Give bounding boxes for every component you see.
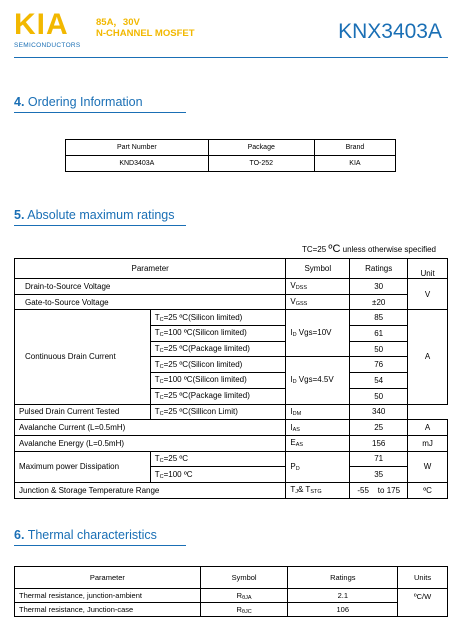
symbol-subscript: AS <box>292 426 300 433</box>
condition-subscript: C <box>159 348 164 355</box>
rating-cell: 85 <box>350 310 408 326</box>
condition-text: =100 ºC(Silicon limited) <box>163 328 247 338</box>
company-logo: KIA <box>14 8 69 41</box>
condition-text: =25 ºC(Silicon limited) <box>163 359 243 369</box>
company-logo-subtitle: SEMICONDUCTORS <box>14 42 81 49</box>
symbol-subscript: AS <box>295 442 304 449</box>
symbol-cell <box>286 310 350 357</box>
spec-type: N-CHANNEL MOSFET <box>96 28 195 39</box>
condition-unit: ºC <box>328 243 341 255</box>
table-row <box>15 589 448 603</box>
condition-cell <box>150 388 286 404</box>
rating-cell: ±20 <box>350 294 408 310</box>
param-pulsed-drain-current: Pulsed Drain Current Tested <box>15 404 151 420</box>
header-unit: Unit <box>408 259 448 279</box>
condition-text: =25 ºC(Sillicon Limit) <box>163 406 238 416</box>
symbol-text: & T <box>298 485 311 495</box>
param-avalanche-current: Avalanche Current (L=0.5mH) <box>15 420 286 436</box>
symbol-cell <box>286 420 350 436</box>
rating-cell: -55 to 175 <box>350 482 408 498</box>
table-header-cell: Brand <box>314 140 395 156</box>
symbol-cell <box>286 435 350 451</box>
symbol-cell <box>286 279 350 295</box>
table-row <box>66 156 396 172</box>
symbol-subscript: J <box>295 489 298 496</box>
condition-text: =25 ºC(Package limited) <box>163 344 250 354</box>
condition-cell <box>150 326 286 342</box>
symbol-subscript: STG <box>310 489 322 496</box>
rating-cell: 71 <box>350 451 408 467</box>
symbol-cell <box>286 451 350 482</box>
symbol-text: I <box>290 406 293 416</box>
symbol-subscript: θJA <box>242 594 252 601</box>
table-row <box>15 404 448 420</box>
table-header-row <box>15 567 448 589</box>
symbol-condition: Vgs=4.5V <box>296 375 334 385</box>
condition-cell <box>150 467 286 483</box>
spec-rating: 85A，30V <box>96 17 140 28</box>
symbol-subscript: GSS <box>295 301 308 308</box>
document-header <box>0 0 462 58</box>
rating-cell: 54 <box>350 373 408 389</box>
rating-cell: 35 <box>350 467 408 483</box>
condition-subscript: C <box>159 395 164 402</box>
unit-cell: ºC <box>408 482 448 498</box>
condition-subscript: C <box>159 316 164 323</box>
condition-symbol: T <box>154 328 160 338</box>
param-cell: Thermal resistance, junction-ambient <box>15 589 201 603</box>
condition-subscript: C <box>159 410 164 417</box>
param-gate-source-voltage: Gate-to-Source Voltage <box>15 294 286 310</box>
symbol-subscript: DM <box>292 410 302 417</box>
symbol-cell <box>286 357 350 404</box>
param-avalanche-energy: Avalanche Energy (L=0.5mH) <box>15 435 286 451</box>
condition-symbol: T <box>154 453 160 463</box>
param-cell: Thermal resistance, Junction-case <box>15 603 201 617</box>
rating-cell: 50 <box>350 341 408 357</box>
condition-subscript: C <box>159 473 164 480</box>
header-divider <box>14 57 448 58</box>
table-row <box>15 279 448 295</box>
condition-subscript: C <box>159 379 164 386</box>
table-header-row <box>15 259 448 279</box>
section-number: 6. <box>14 528 25 542</box>
param-drain-source-voltage: Drain-to-Source Voltage <box>15 279 286 295</box>
absolute-ratings-table <box>14 258 448 499</box>
condition-cell <box>150 357 286 373</box>
param-continuous-drain-current: Continuous Drain Current <box>15 310 151 404</box>
table-row <box>15 310 448 326</box>
symbol-text: I <box>290 328 293 338</box>
section-divider <box>14 112 186 113</box>
unit-cell: V <box>408 279 448 310</box>
condition-cell <box>150 404 286 420</box>
rating-cell: 340 <box>350 404 408 420</box>
symbol-cell <box>200 603 288 617</box>
test-condition-note <box>302 243 436 255</box>
rating-cell: 106 <box>288 603 398 617</box>
section-number: 5. <box>14 208 25 222</box>
header-ratings: Ratings <box>350 259 408 279</box>
table-header-cell: Parameter <box>15 567 201 589</box>
table-cell: KIA <box>314 156 395 172</box>
table-row <box>15 294 448 310</box>
condition-text: =100 ºC <box>163 469 193 479</box>
unit-cell: A <box>408 310 448 404</box>
symbol-text: I <box>290 422 293 432</box>
symbol-cell <box>286 294 350 310</box>
unit-cell: W <box>408 451 448 482</box>
condition-suffix: unless otherwise specified <box>340 245 436 254</box>
section-label: Absolute maximum ratings <box>27 208 175 222</box>
condition-subscript: C <box>159 457 164 464</box>
table-header-cell: Ratings <box>288 567 398 589</box>
table-row <box>15 603 448 617</box>
condition-symbol: T <box>154 406 160 416</box>
symbol-text: R <box>236 604 242 614</box>
symbol-text: T <box>290 485 296 495</box>
rating-cell: 2.1 <box>288 589 398 603</box>
symbol-text: V <box>290 297 296 307</box>
condition-symbol: T <box>154 391 160 401</box>
unit-cell: A <box>408 420 448 436</box>
table-cell: TO-252 <box>208 156 314 172</box>
symbol-cell <box>286 482 350 498</box>
table-cell: KND3403A <box>66 156 209 172</box>
rating-cell: 30 <box>350 279 408 295</box>
condition-subscript: C <box>159 363 164 370</box>
section-divider <box>14 225 186 226</box>
section-divider <box>14 545 186 546</box>
condition-symbol: T <box>154 359 160 369</box>
condition-symbol: T <box>154 312 160 322</box>
symbol-subscript: D <box>292 332 297 339</box>
unit-cell: ºC/W <box>398 589 448 617</box>
table-row <box>15 420 448 436</box>
table-header-cell: Part Number <box>66 140 209 156</box>
table-row <box>15 451 448 467</box>
condition-prefix: TC=25 <box>301 245 329 254</box>
table-row <box>15 435 448 451</box>
symbol-subscript: D <box>292 379 297 386</box>
rating-cell: 50 <box>350 388 408 404</box>
symbol-text: P <box>290 461 296 471</box>
condition-cell <box>150 341 286 357</box>
part-number-title: KNX3403A <box>338 20 442 43</box>
header-parameter: Parameter <box>15 259 286 279</box>
header-symbol: Symbol <box>286 259 350 279</box>
condition-symbol: T <box>154 469 160 479</box>
section-number: 4. <box>14 95 25 109</box>
rating-cell: 25 <box>350 420 408 436</box>
condition-cell <box>150 451 286 467</box>
condition-symbol: T <box>154 375 160 385</box>
condition-cell <box>150 373 286 389</box>
table-header-cell: Symbol <box>200 567 288 589</box>
symbol-subscript: DSS <box>295 285 308 292</box>
condition-text: =25 ºC <box>163 453 189 463</box>
symbol-text: I <box>290 375 293 385</box>
section-title-ordering <box>14 95 143 109</box>
rating-cell: 156 <box>350 435 408 451</box>
section-title-thermal <box>14 528 157 542</box>
table-header-cell: Package <box>208 140 314 156</box>
rating-cell: 61 <box>350 326 408 342</box>
thermal-table <box>14 566 448 617</box>
condition-cell <box>150 310 286 326</box>
symbol-condition: Vgs=10V <box>296 328 332 338</box>
table-row <box>15 482 448 498</box>
condition-text: =25 ºC(Silicon limited) <box>163 312 243 322</box>
section-label: Thermal characteristics <box>27 528 157 542</box>
param-max-power-dissipation: Maximum power Dissipation <box>15 451 151 482</box>
ordering-table <box>65 139 396 172</box>
symbol-subscript: θJC <box>241 608 252 615</box>
symbol-text: R <box>236 590 243 600</box>
table-header-row <box>66 140 396 156</box>
rating-cell: 76 <box>350 357 408 373</box>
condition-text: =25 ºC(Package limited) <box>163 391 250 401</box>
condition-text: =100 ºC(Silicon limited) <box>163 375 247 385</box>
condition-subscript: C <box>159 332 164 339</box>
table-header-cell: Units <box>398 567 448 589</box>
symbol-text: V <box>290 281 296 291</box>
unit-cell: mJ <box>408 435 448 451</box>
condition-symbol: T <box>154 344 160 354</box>
symbol-subscript: D <box>295 465 300 472</box>
section-title-absolute <box>14 208 175 222</box>
symbol-cell <box>200 589 288 603</box>
param-junction-storage-temp: Junction & Storage Temperature Range <box>15 482 286 498</box>
symbol-cell <box>286 404 350 420</box>
section-label: Ordering Information <box>27 95 143 109</box>
symbol-text: E <box>290 438 296 448</box>
